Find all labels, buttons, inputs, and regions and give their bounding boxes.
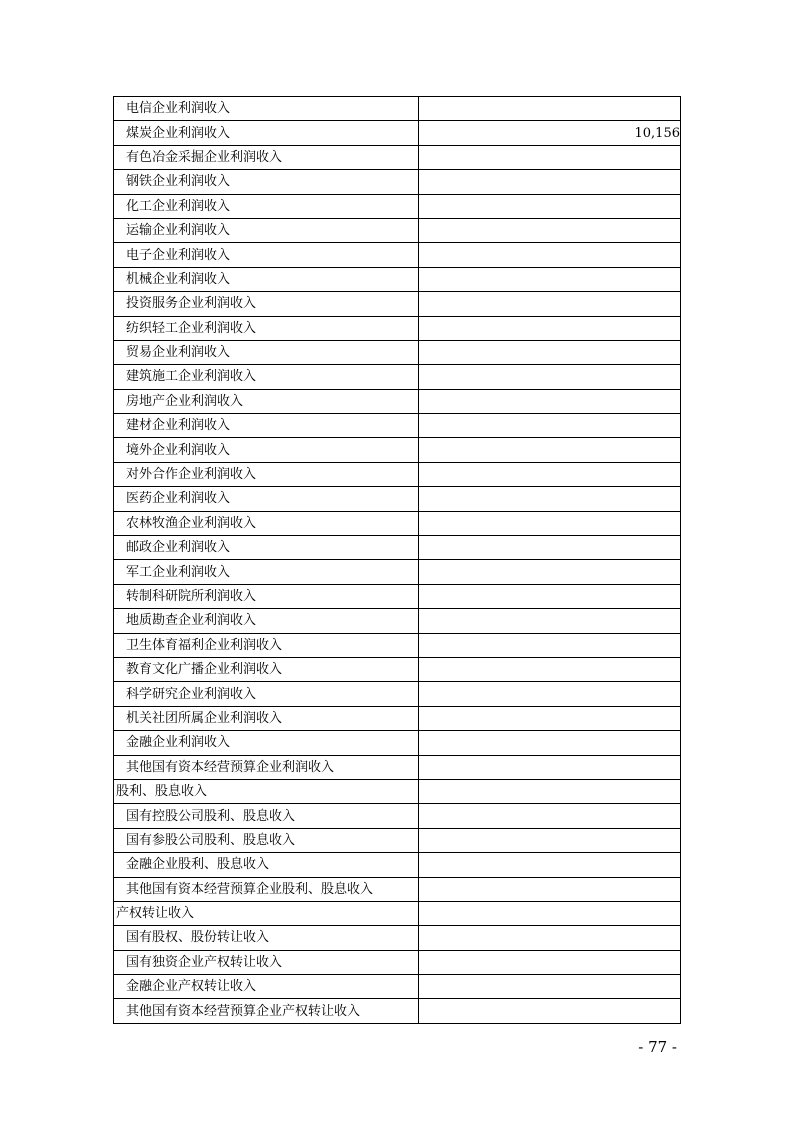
row-value — [419, 292, 681, 316]
row-value — [419, 487, 681, 511]
table-row — [114, 292, 681, 316]
table-row — [114, 170, 681, 194]
row-value — [419, 267, 681, 291]
row-value — [419, 560, 681, 584]
row-label: 电子企业利润收入 — [114, 243, 419, 267]
table-row — [114, 511, 681, 535]
row-value — [419, 414, 681, 438]
table-row — [114, 828, 681, 852]
row-label: 地质勘查企业利润收入 — [114, 609, 419, 633]
table-row — [114, 609, 681, 633]
table-row — [114, 438, 681, 462]
table-row — [114, 560, 681, 584]
table-row — [114, 316, 681, 340]
table-row — [114, 731, 681, 755]
table-row — [114, 804, 681, 828]
row-value — [419, 828, 681, 852]
budget-table — [113, 96, 681, 1024]
table-row — [114, 365, 681, 389]
table-row — [114, 340, 681, 364]
row-value — [419, 682, 681, 706]
row-label: 房地产企业利润收入 — [114, 389, 419, 413]
table-row — [114, 999, 681, 1023]
row-value — [419, 194, 681, 218]
row-value — [419, 97, 681, 121]
row-value — [419, 755, 681, 779]
table-row — [114, 487, 681, 511]
row-value — [419, 511, 681, 535]
table-row — [114, 853, 681, 877]
row-label: 转制科研院所利润收入 — [114, 584, 419, 608]
row-value — [419, 389, 681, 413]
row-label: 纺织轻工企业利润收入 — [114, 316, 419, 340]
row-value — [419, 706, 681, 730]
table-row — [114, 926, 681, 950]
row-value — [419, 853, 681, 877]
row-label: 国有股权、股份转让收入 — [114, 926, 419, 950]
row-label: 建筑施工企业利润收入 — [114, 365, 419, 389]
table-row — [114, 755, 681, 779]
table-row — [114, 462, 681, 486]
row-value — [419, 950, 681, 974]
table-row — [114, 584, 681, 608]
row-label: 运输企业利润收入 — [114, 218, 419, 242]
row-value — [419, 462, 681, 486]
row-label: 军工企业利润收入 — [114, 560, 419, 584]
table-row — [114, 950, 681, 974]
table-row — [114, 877, 681, 901]
table-row — [114, 901, 681, 925]
table-row — [114, 97, 681, 121]
row-label: 国有控股公司股利、股息收入 — [114, 804, 419, 828]
row-value — [419, 779, 681, 803]
table-row — [114, 194, 681, 218]
row-value — [419, 877, 681, 901]
row-label: 金融企业产权转让收入 — [114, 975, 419, 999]
row-value — [419, 218, 681, 242]
row-label: 电信企业利润收入 — [114, 97, 419, 121]
row-label: 煤炭企业利润收入 — [114, 121, 419, 145]
row-value — [419, 170, 681, 194]
row-label: 国有独资企业产权转让收入 — [114, 950, 419, 974]
row-label: 医药企业利润收入 — [114, 487, 419, 511]
row-label: 其他国有资本经营预算企业产权转让收入 — [114, 999, 419, 1023]
row-label: 金融企业股利、股息收入 — [114, 853, 419, 877]
table-row — [114, 145, 681, 169]
row-label: 建材企业利润收入 — [114, 414, 419, 438]
table-body — [114, 97, 681, 1024]
row-label: 股利、股息收入 — [114, 779, 419, 803]
row-value — [419, 609, 681, 633]
row-label: 对外合作企业利润收入 — [114, 462, 419, 486]
row-value — [419, 584, 681, 608]
row-value — [419, 731, 681, 755]
row-label: 其他国有资本经营预算企业利润收入 — [114, 755, 419, 779]
row-value — [419, 243, 681, 267]
page-number: - 77 - — [638, 1038, 677, 1056]
row-label: 卫生体育福利企业利润收入 — [114, 633, 419, 657]
row-value — [419, 975, 681, 999]
row-label: 机关社团所属企业利润收入 — [114, 706, 419, 730]
row-label: 产权转让收入 — [114, 901, 419, 925]
row-value — [419, 901, 681, 925]
row-value — [419, 340, 681, 364]
row-value — [419, 536, 681, 560]
row-label: 其他国有资本经营预算企业股利、股息收入 — [114, 877, 419, 901]
table-row — [114, 267, 681, 291]
row-label: 化工企业利润收入 — [114, 194, 419, 218]
row-value — [419, 316, 681, 340]
row-label: 教育文化广播企业利润收入 — [114, 657, 419, 681]
table-row — [114, 657, 681, 681]
row-label: 金融企业利润收入 — [114, 731, 419, 755]
row-label: 邮政企业利润收入 — [114, 536, 419, 560]
row-value — [419, 999, 681, 1023]
table-row — [114, 121, 681, 145]
row-value — [419, 438, 681, 462]
row-label: 投资服务企业利润收入 — [114, 292, 419, 316]
row-label: 有色冶金采掘企业利润收入 — [114, 145, 419, 169]
table-row — [114, 682, 681, 706]
row-label: 农林牧渔企业利润收入 — [114, 511, 419, 535]
row-label: 贸易企业利润收入 — [114, 340, 419, 364]
table-row — [114, 706, 681, 730]
table-row — [114, 779, 681, 803]
table-row — [114, 633, 681, 657]
table-row — [114, 389, 681, 413]
row-value — [419, 804, 681, 828]
table-row — [114, 243, 681, 267]
row-label: 机械企业利润收入 — [114, 267, 419, 291]
row-value — [419, 633, 681, 657]
table-row — [114, 975, 681, 999]
table-row — [114, 218, 681, 242]
row-value — [419, 926, 681, 950]
row-label: 境外企业利润收入 — [114, 438, 419, 462]
table-row — [114, 536, 681, 560]
row-label: 钢铁企业利润收入 — [114, 170, 419, 194]
row-value — [419, 365, 681, 389]
row-value — [419, 145, 681, 169]
row-value — [419, 657, 681, 681]
row-label: 国有参股公司股利、股息收入 — [114, 828, 419, 852]
row-value: 10,156 — [419, 121, 681, 145]
row-label: 科学研究企业利润收入 — [114, 682, 419, 706]
table-row — [114, 414, 681, 438]
